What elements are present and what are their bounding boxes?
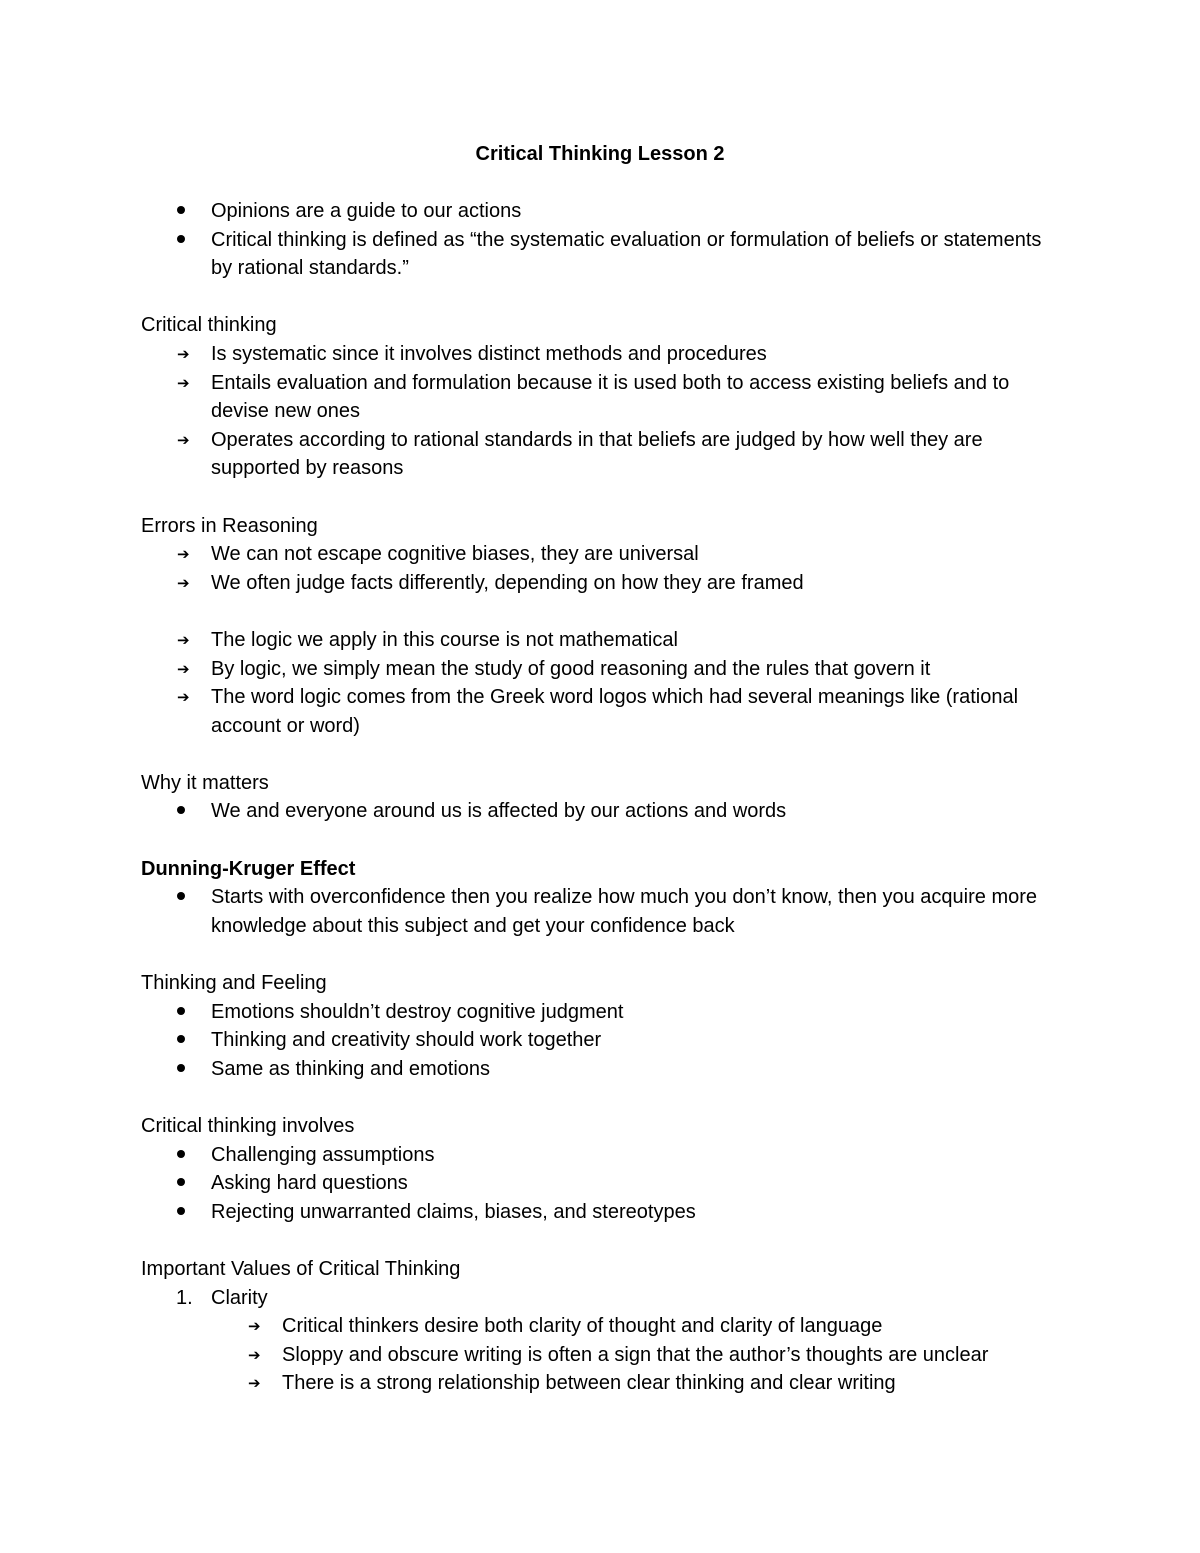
list-item: Opinions are a guide to our actions [141, 197, 1061, 226]
section-heading-why: Why it matters [141, 771, 269, 794]
list-item: ➔ Operates according to rational standards in that beliefs are judged by how well they are supported by reasons [141, 426, 1061, 483]
list-item: Asking hard questions [141, 1169, 1061, 1198]
bullet-icon [177, 197, 201, 226]
arrow-bullet-icon: ➔ [177, 659, 190, 678]
list-item: Same as thinking and emotions [141, 1055, 1061, 1084]
list-item: Challenging assumptions [141, 1141, 1061, 1170]
arrow-bullet-icon: ➔ [248, 1345, 261, 1364]
numbered-item-label: Clarity [211, 1286, 268, 1309]
section-heading-critical-thinking: Critical thinking [141, 314, 277, 337]
arrow-bullet-icon: ➔ [177, 430, 190, 449]
list-item: Emotions shouldn’t destroy cognitive judgment [141, 998, 1061, 1027]
list-item: ➔ We can not escape cognitive biases, they are universal [141, 540, 1061, 569]
bullet-icon [177, 1198, 201, 1227]
bullet-icon [177, 226, 201, 255]
list-item: ➔ Entails evaluation and formulation because it is used both to access existing beliefs and to devise new ones [141, 369, 1061, 426]
list-item: ➔ Critical thinkers desire both clarity of thought and clarity of language [211, 1312, 1061, 1341]
arrow-bullet-icon: ➔ [177, 344, 190, 363]
section-heading-values: Important Values of Critical Thinking [141, 1257, 461, 1280]
list-item: ➔ There is a strong relationship between clear thinking and clear writing [211, 1369, 1061, 1398]
document-body [141, 197, 1061, 1398]
why-bullet-list [141, 797, 1061, 826]
arrow-bullet-icon: ➔ [248, 1317, 261, 1336]
list-item: ➔ The word logic comes from the Greek word logos which had several meanings like (rational account or word) [141, 683, 1061, 740]
bullet-icon [177, 1026, 201, 1055]
list-item: Rejecting unwarranted claims, biases, and stereotypes [141, 1198, 1061, 1227]
involves-bullet-list [141, 1141, 1061, 1227]
list-item: ➔ By logic, we simply mean the study of good reasoning and the rules that govern it [141, 655, 1061, 684]
list-item: We and everyone around us is affected by our actions and words [141, 797, 1061, 826]
section-heading-dunning-kruger: Dunning-Kruger Effect [141, 857, 356, 880]
critical-thinking-arrow-list [141, 340, 1061, 483]
list-item: Starts with overconfidence then you realize how much you don’t know, then you acquire more knowledge about this subject and get your confidence back [141, 883, 1061, 940]
list-item: ➔ Is systematic since it involves distinct methods and procedures [141, 340, 1061, 369]
list-number: 1. [176, 1286, 193, 1309]
bullet-icon [177, 998, 201, 1027]
logic-arrow-list [141, 626, 1061, 740]
section-heading-involves: Critical thinking involves [141, 1115, 355, 1137]
section-heading-errors: Errors in Reasoning [141, 514, 318, 537]
bullet-icon [177, 797, 201, 826]
arrow-bullet-icon: ➔ [177, 573, 190, 592]
bullet-icon [177, 1055, 201, 1084]
arrow-bullet-icon: ➔ [177, 545, 190, 564]
dunning-bullet-list [141, 883, 1061, 940]
section-heading-thinking-feeling: Thinking and Feeling [141, 972, 327, 995]
document-title: Critical Thinking Lesson 2 [475, 143, 725, 165]
list-item: ➔ We often judge facts differently, depending on how they are framed [141, 569, 1061, 598]
errors-arrow-list [141, 540, 1061, 597]
arrow-bullet-icon: ➔ [177, 688, 190, 707]
arrow-bullet-icon: ➔ [177, 630, 190, 649]
values-numbered-list [141, 1284, 1061, 1398]
intro-bullet-list [141, 197, 1061, 283]
numbered-item-clarity [141, 1284, 1061, 1398]
list-item: Critical thinking is defined as “the systematic evaluation or formulation of beliefs or statements by rational standards.” [141, 226, 1061, 283]
list-item: Thinking and creativity should work together [141, 1026, 1061, 1055]
arrow-bullet-icon: ➔ [177, 373, 190, 392]
list-item: ➔ Sloppy and obscure writing is often a sign that the author’s thoughts are unclear [211, 1341, 1061, 1370]
thinking-feeling-bullet-list [141, 998, 1061, 1084]
bullet-icon [177, 1169, 201, 1198]
arrow-bullet-icon: ➔ [248, 1374, 261, 1393]
list-item: ➔ The logic we apply in this course is not mathematical [141, 626, 1061, 655]
bullet-icon [177, 883, 201, 912]
clarity-arrow-list [211, 1312, 1061, 1398]
bullet-icon [177, 1141, 201, 1170]
